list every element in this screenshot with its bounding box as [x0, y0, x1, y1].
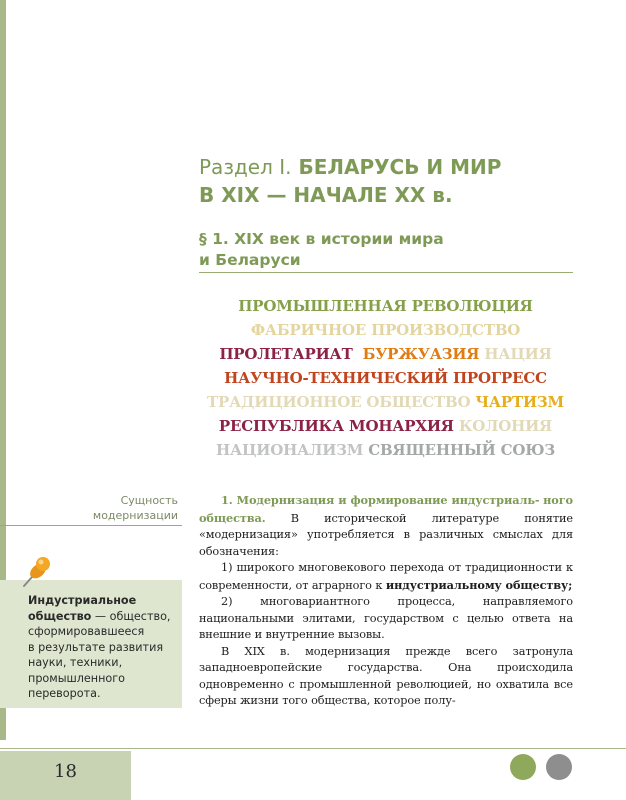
keyword: ЧАРТИЗМ — [475, 393, 564, 411]
definition-line5: науки, техники, — [28, 656, 123, 669]
body-paragraph-1 — [199, 492, 573, 560]
keyword-cloud — [193, 294, 578, 462]
definition-line6: промышленного — [28, 671, 126, 685]
definition-line7: переворота. — [28, 687, 101, 700]
page-number: 18 — [54, 761, 77, 782]
subsection-heading-a: 1. Модернизация и формирование индустриаль- — [221, 493, 540, 507]
subsection-heading-b: ного общества. — [199, 493, 573, 525]
gray-dot-decor — [546, 754, 572, 780]
keyword: МОНАРХИЯ — [349, 417, 454, 435]
definition-term-line2: общество — [28, 609, 92, 623]
keyword: БУРЖУАЗИЯ — [362, 345, 480, 363]
keyword: НАЦИОНАЛИЗМ — [216, 441, 364, 459]
keyword: СВЯЩЕННЫЙ СОЮЗ — [368, 441, 555, 459]
green-dot-decor — [510, 754, 536, 780]
title-divider — [199, 272, 573, 273]
body-paragraph-3: 2) многовариантного процесса, направляемого национальными элитами, государством с целью ответа на внешние и внутренние вызовы. — [199, 595, 573, 641]
section-prefix: Раздел I. — [199, 155, 292, 179]
keyword: РЕСПУБЛИКА — [218, 417, 345, 435]
body-paragraph-4: В XIX в. модернизация прежде всего затронула западноевропейские государства. Она происходила одновременно с промышленной революцией, но охватила все сферы жизни того общества, которое полу- — [199, 644, 573, 707]
footer-divider — [0, 748, 626, 749]
body-text — [199, 492, 573, 710]
keyword: ТРАДИЦИОННОЕ ОБЩЕСТВО — [207, 393, 471, 411]
definition-text — [28, 593, 178, 702]
body-paragraph-2 — [199, 560, 573, 594]
body-p2-term: индустриальному обществу; — [385, 577, 573, 592]
definition-term-line1: Индустриальное — [28, 594, 137, 607]
keyword: НАЦИЯ — [484, 345, 552, 363]
body-p2-text: 1) широкого многовекового перехода от традиционности к современности, от аграрного к — [199, 561, 573, 592]
margin-divider — [0, 525, 182, 526]
section-title — [199, 153, 579, 209]
margin-note — [60, 493, 178, 523]
paragraph-title-line2: и Беларуси — [199, 251, 301, 269]
keyword: ФАБРИЧНОЕ ПРОИЗВОДСТВО — [250, 321, 521, 339]
margin-note-line2: модернизации — [92, 509, 178, 522]
keyword: ПРОМЫШЛЕННАЯ РЕВОЛЮЦИЯ — [238, 297, 533, 315]
keyword: НАУЧНО-ТЕХНИЧЕСКИЙ ПРОГРЕСС — [224, 369, 547, 387]
keyword: КОЛОНИЯ — [458, 417, 553, 435]
paragraph-title-line1: § 1. XIX век в истории мира — [199, 230, 444, 248]
section-title-part2: В XIX — НАЧАЛЕ XX в. — [199, 183, 453, 207]
pushpin-icon — [20, 555, 54, 589]
definition-line2: — общество, — [91, 609, 171, 623]
margin-note-line1: Сущность — [120, 494, 178, 507]
body-p1-text: В исторической литературе понятие «модернизация» употребляется в различных смыслах для обозначения: — [199, 511, 573, 558]
definition-line3: сформировавшееся — [28, 625, 145, 638]
definition-line4: в результате развития — [28, 640, 164, 654]
keyword: ПРОЛЕТАРИАТ — [219, 345, 353, 363]
paragraph-title — [199, 229, 579, 271]
section-title-part1: БЕЛАРУСЬ И МИР — [298, 155, 502, 179]
